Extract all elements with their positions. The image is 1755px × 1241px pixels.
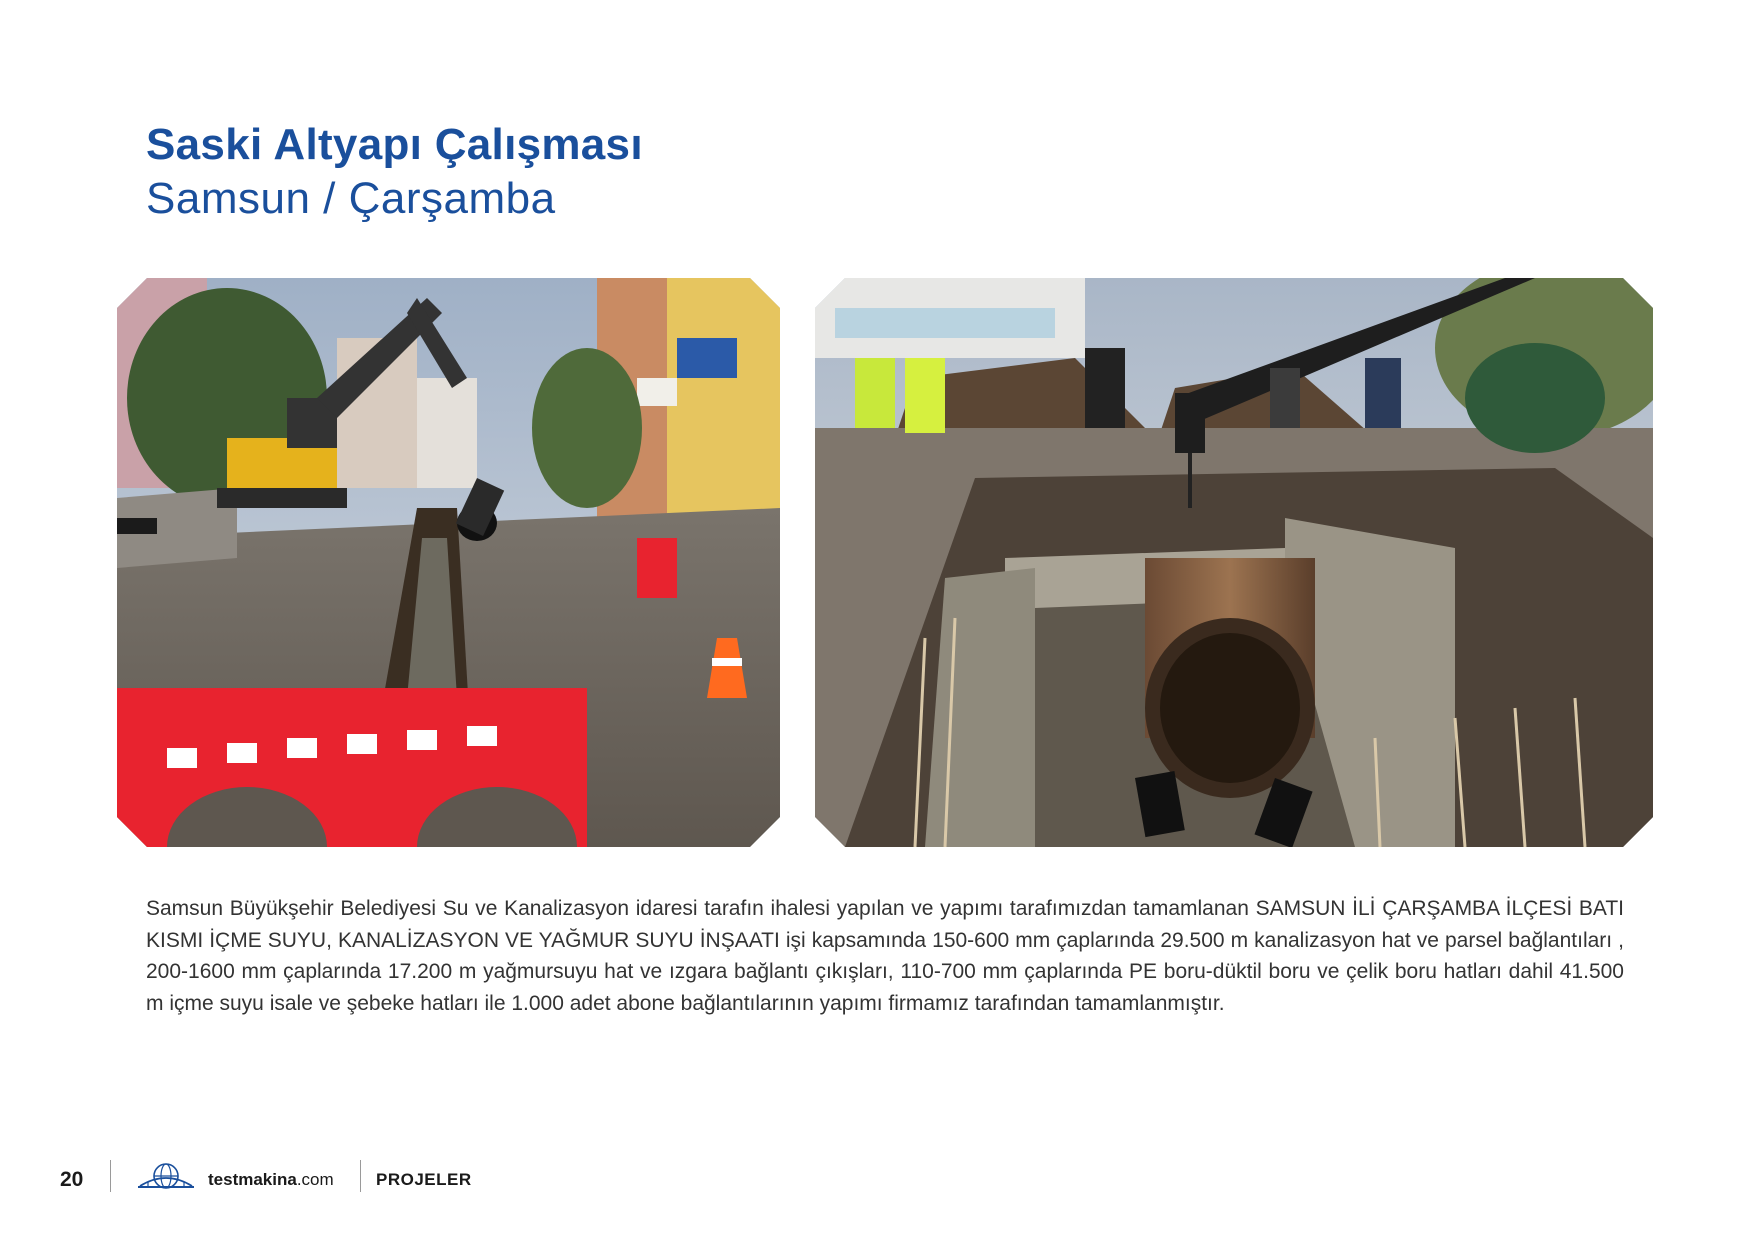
brand-domain: .com bbox=[296, 1170, 334, 1189]
section-label: PROJELER bbox=[376, 1170, 472, 1189]
brand-name[interactable] bbox=[208, 1170, 334, 1190]
brand-bold: testmakina bbox=[208, 1170, 297, 1189]
photo-street-trench bbox=[117, 278, 780, 847]
project-description: Samsun Büyükşehir Belediyesi Su ve Kanalizasyon idaresi tarafın ihalesi yapılan ve yapımı tarafımızdan tamamlanan SAMSUN İLİ ÇARŞAMBA İLÇESİ BATI KISMI İÇME SUYU, KANALİZASYON VE YAĞMUR SUYU İNŞAATI işi kapsamında 150-600 mm çaplarında 29.500 m kanalizasyon hat ve parsel bağlantıları , 200-1600 mm çaplarında 17.200 m yağmursuyu hat ve ızgara bağlantı çıkışları, 110-700 mm çaplarında PE boru-düktil boru ve çelik boru hatları dahil 41.500 m içme suyu isale ve şebeke hatları ile 1.000 adet abone bağlantılarının yapımı firmamız tarafından tamamlanmıştır. bbox=[146, 897, 1624, 1015]
street-trench-illustration bbox=[117, 278, 780, 847]
title-block bbox=[146, 118, 643, 226]
page-number: 20 bbox=[60, 1168, 84, 1191]
footer bbox=[0, 1160, 1755, 1200]
footer-divider bbox=[360, 1160, 361, 1192]
photo-concrete-chamber bbox=[815, 278, 1653, 847]
page-title: Saski Altyapı Çalışması bbox=[146, 120, 643, 169]
bridge-globe-icon bbox=[138, 1162, 194, 1192]
concrete-chamber-illustration bbox=[815, 278, 1653, 847]
page-subtitle: Samsun / Çarşamba bbox=[146, 174, 556, 223]
footer-divider bbox=[110, 1160, 111, 1192]
